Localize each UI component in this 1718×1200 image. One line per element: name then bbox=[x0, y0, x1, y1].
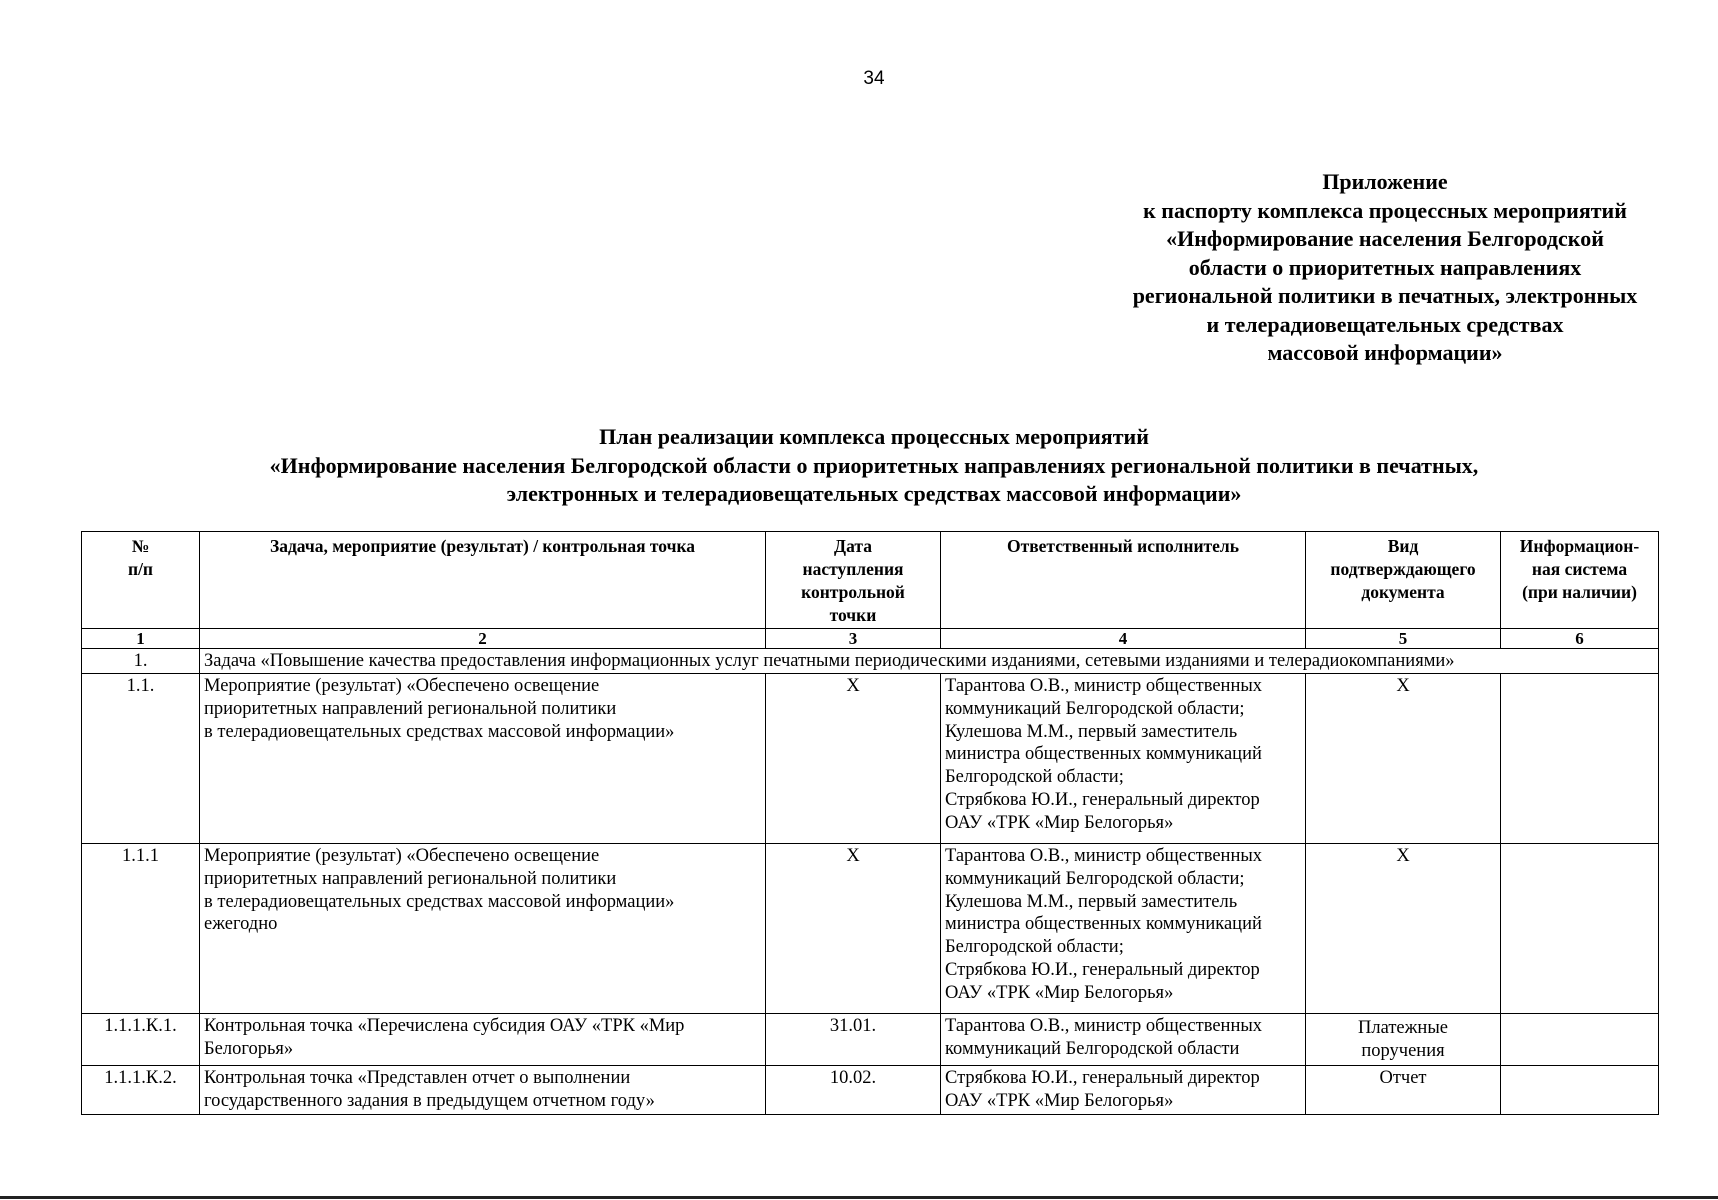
task-row bbox=[82, 649, 1659, 674]
appendix-line: массовой информации» bbox=[1267, 340, 1503, 365]
row-system bbox=[1501, 844, 1659, 1014]
row-description: Контрольная точка «Представлен отчет о выполнении государственного задания в предыдущем отчетном году» bbox=[200, 1066, 766, 1115]
plan-title-line: План реализации комплекса процессных мероприятий bbox=[599, 424, 1149, 449]
plan-title-line: электронных и телерадиовещательных средствах массовой информации» bbox=[506, 481, 1242, 506]
table-row bbox=[82, 1014, 1659, 1066]
row-date: X bbox=[766, 844, 941, 1014]
task-number: 1. bbox=[82, 649, 200, 674]
row-executor: Тарантова О.В., министр общественных коммуникаций Белгородской области; Кулешова М.М., первый заместитель министра общественных коммуникаций Белгородской области; Стрябкова Ю.И., генеральный директор ОАУ «ТРК «Мир Белогорья» bbox=[941, 844, 1306, 1014]
plan-title bbox=[0, 423, 1718, 509]
row-number: 1.1.1 bbox=[82, 844, 200, 1014]
row-executor: Тарантова О.В., министр общественных коммуникаций Белгородской области bbox=[941, 1014, 1306, 1066]
row-date: 10.02. bbox=[766, 1066, 941, 1115]
row-description: Мероприятие (результат) «Обеспечено освещение приоритетных направлений региональной политики в телерадиовещательных средствах массовой информации» bbox=[200, 674, 766, 844]
column-number: 2 bbox=[200, 629, 766, 649]
header-date: Дата наступления контрольной точки bbox=[766, 532, 941, 629]
column-number-row bbox=[82, 629, 1659, 649]
scan-edge-line bbox=[0, 1196, 1718, 1199]
table-header-row bbox=[82, 532, 1659, 629]
table-row bbox=[82, 1066, 1659, 1115]
row-description: Мероприятие (результат) «Обеспечено освещение приоритетных направлений региональной политики в телерадиовещательных средствах массовой информации» ежегодно bbox=[200, 844, 766, 1014]
row-date: 31.01. bbox=[766, 1014, 941, 1066]
row-executor: Тарантова О.В., министр общественных коммуникаций Белгородской области; Кулешова М.М., первый заместитель министра общественных коммуникаций Белгородской области; Стрябкова Ю.И., генеральный директор ОАУ «ТРК «Мир Белогорья» bbox=[941, 674, 1306, 844]
appendix-line: «Информирование населения Белгородской bbox=[1166, 226, 1604, 251]
table-row bbox=[82, 674, 1659, 844]
appendix-line: и телерадиовещательных средствах bbox=[1206, 311, 1564, 337]
row-executor: Стрябкова Ю.И., генеральный директор ОАУ «ТРК «Мир Белогорья» bbox=[941, 1066, 1306, 1115]
row-date: X bbox=[766, 674, 941, 844]
column-number: 6 bbox=[1501, 629, 1659, 649]
table-row bbox=[82, 844, 1659, 1014]
column-number: 5 bbox=[1306, 629, 1501, 649]
row-description: Контрольная точка «Перечислена субсидия ОАУ «ТРК «Мир Белогорья» bbox=[200, 1014, 766, 1066]
appendix-line: области о приоритетных направлениях bbox=[1188, 254, 1582, 280]
appendix-line: к паспорту комплекса процессных мероприятий bbox=[1143, 197, 1627, 223]
row-document: X bbox=[1306, 674, 1501, 844]
header-number: № п/п bbox=[82, 532, 200, 629]
row-number: 1.1.1.К.2. bbox=[82, 1066, 200, 1115]
header-executor: Ответственный исполнитель bbox=[941, 532, 1306, 629]
column-number: 3 bbox=[766, 629, 941, 649]
appendix-line: Приложение bbox=[1322, 169, 1448, 194]
row-document: Отчет bbox=[1306, 1066, 1501, 1115]
row-system bbox=[1501, 674, 1659, 844]
column-number: 1 bbox=[82, 629, 200, 649]
page-number: 34 bbox=[863, 68, 885, 89]
row-system bbox=[1501, 1014, 1659, 1066]
row-document: X bbox=[1306, 844, 1501, 1014]
row-system bbox=[1501, 1066, 1659, 1115]
header-document: Вид подтверждающего документа bbox=[1306, 532, 1501, 629]
plan-table bbox=[81, 531, 1659, 1115]
row-number: 1.1. bbox=[82, 674, 200, 844]
task-text: Задача «Повышение качества предоставления информационных услуг печатными периодическими изданиями, сетевыми изданиями и телерадиокомпаниями» bbox=[200, 649, 1659, 674]
header-system: Информацион- ная система (при наличии) bbox=[1501, 532, 1659, 629]
row-document: Платежные поручения bbox=[1306, 1014, 1501, 1066]
appendix-caption bbox=[1085, 168, 1685, 368]
appendix-line: региональной политики в печатных, электронных bbox=[1132, 283, 1638, 308]
column-number: 4 bbox=[941, 629, 1306, 649]
row-number: 1.1.1.К.1. bbox=[82, 1014, 200, 1066]
header-task: Задача, мероприятие (результат) / контрольная точка bbox=[200, 532, 766, 629]
plan-title-line: «Информирование населения Белгородской области о приоритетных направлениях региональной политики в печатных, bbox=[269, 452, 1479, 478]
